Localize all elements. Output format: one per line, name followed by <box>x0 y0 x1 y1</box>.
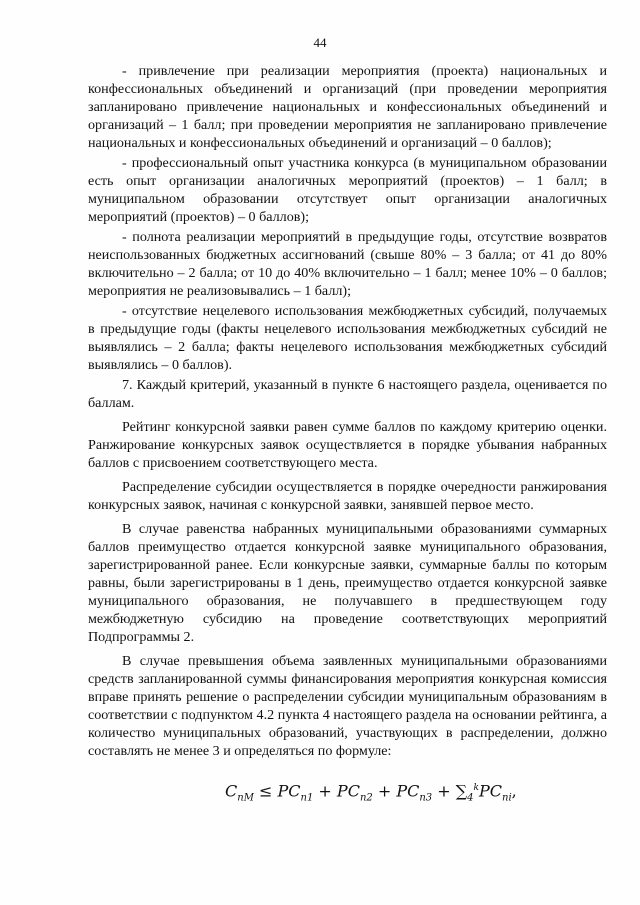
formula-term1-sub: n1 <box>300 792 314 804</box>
criterion-national-organizations: - привлечение при реализации мероприятия (проекта) национальных и конфессиональных объединений и организаций (при проведении мероприятия запланировано привлечение национальных и конфессиональных объединений и организаций – 1 балл; при проведении мероприятия не запланировано привлечение национальных и конфессиональных объединений и организаций – 0 баллов); <box>88 63 607 151</box>
formula-sum-lower: 4 <box>467 792 474 804</box>
formula-term4-base: PC <box>479 781 503 801</box>
criterion-participant-experience: - профессиональный опыт участника конкурса (в муниципальном образовании есть опыт организации аналогичных мероприятий (проектов) – 1 балл; в муниципальном образовании отсутствует опыт организации аналогичных мероприятий (проектов) – 0 баллов); <box>88 155 607 225</box>
formula-relation: ≤ <box>253 781 278 801</box>
formula-term2-base: PC <box>336 781 360 801</box>
formula-plus2: + <box>372 781 397 801</box>
formula-sum-upper: k <box>473 783 479 793</box>
rating-paragraph: Рейтинг конкурсной заявки равен сумме баллов по каждому критерию оценки. Ранжирование конкурсных заявок осуществляется в порядке убывания набранных баллов с присвоением соответствующего места. <box>88 419 607 471</box>
distribution-paragraph: Распределение субсидии осуществляется в порядке очередности ранжирования конкурсных заявок, начиная с конкурсной заявки, занявшей первое место. <box>88 479 607 513</box>
criterion-implementation-completeness: - полнота реализации мероприятий в предыдущие годы, отсутствие возвратов неиспользованных бюджетных ассигнований (свыше 80% – 3 балла; от 41 до 80% включительно – 2 балла; от 10 до 40% включительно – 1 балл; менее 10% – 0 баллов; мероприятия не реализовывались – 1 балл); <box>88 229 607 299</box>
formula-term4-sub: ni <box>502 792 512 804</box>
tie-break-paragraph: В случае равенства набранных муниципальными образованиями суммарных баллов преимущество отдается конкурсной заявке муниципального образования, зарегистрированной ранее. Если конкурсные заявки, суммарные баллы по которым равны, были зарегистрированы в 1 день, преимущество отдается конкурсной заявке муниципального образования, не получавшего в предшествующем году межбюджетную субсидию на проведение соответствующих мероприятий Подпрограммы 2. <box>88 521 607 645</box>
allocation-formula <box>225 776 517 811</box>
formula-tail: , <box>511 781 517 801</box>
formula-lhs-sub: nM <box>237 792 254 804</box>
formula-lhs-base: C <box>225 781 238 801</box>
formula-term1-base: PC <box>277 781 301 801</box>
formula-term3-sub: n3 <box>419 792 433 804</box>
formula-term3-base: PC <box>396 781 420 801</box>
criterion-no-misuse-of-subsidies: - отсутствие нецелевого использования межбюджетных субсидий, получаемых в предыдущие годы (факты нецелевого использования межбюджетных субсидий не выявлялись – 2 балла; факты нецелевого использования межбюджетных субсидий выявлялись – 0 баллов). <box>88 303 607 373</box>
clause-7-scoring: 7. Каждый критерий, указанный в пункте 6 настоящего раздела, оценивается по баллам. <box>88 377 607 411</box>
page-number: 44 <box>313 35 327 50</box>
formula-term2-sub: n2 <box>359 792 373 804</box>
formula-sum-symbol: ∑ <box>455 781 468 801</box>
formula-plus1: + <box>313 781 337 801</box>
formula-plus3: + <box>432 781 456 801</box>
excess-requests-paragraph: В случае превышения объема заявленных муниципальными образованиями средств запланированной суммы финансирования мероприятия конкурсная комиссия вправе принять решение о распределении субсидии муниципальным образованиям в соответствии с подпунктом 4.2 пункта 4 настоящего раздела на основании рейтинга, а количество муниципальных образований, участвующих в распределении, должно составлять не менее 3 и определяться по формуле: <box>88 653 607 759</box>
document-body <box>88 62 607 762</box>
